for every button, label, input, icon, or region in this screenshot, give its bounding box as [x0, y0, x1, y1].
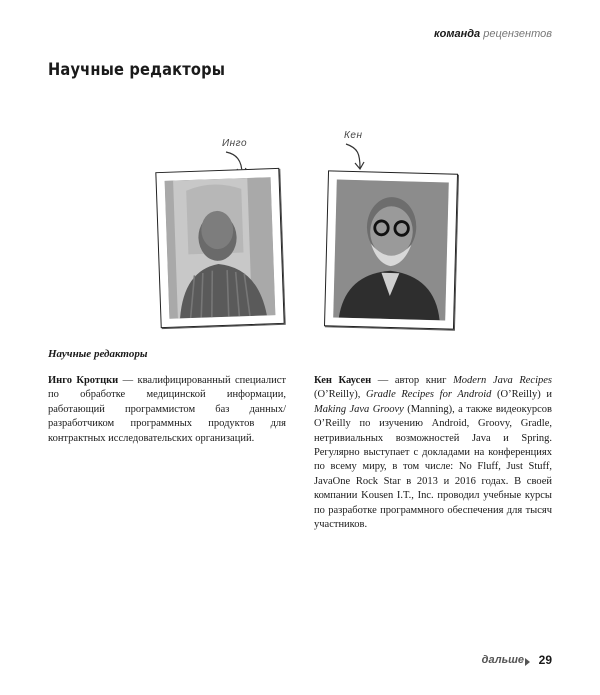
bio-name: Кен Каусен	[314, 375, 372, 386]
bio-text: (Manning), а также видеокурсов O’Reilly по изучению Android, Groovy, Gradle, нетривиальных возможностей Java и Spring. Регулярно выступает с докладами на конференциях по всему миру, в том числе: No Fluff, Just Stuff, JavaOne Rock Star в 2013 и 2016 годах. В своей компании Kousen I.T., Inc. проводил учебные курсы по разработке программного обеспечения для тысяч участников.	[314, 403, 552, 531]
bio-name: Инго Кротцки	[48, 375, 119, 386]
book-title: Making Java Groovy	[314, 403, 404, 415]
section-label: Научные редакторы	[48, 348, 148, 360]
bio-text: — квалифицированный специалист по обработке медицинской информации, работающий программистом баз данных/разработчиком программных продуктов для контрактных исследовательских организаций.	[48, 375, 286, 444]
running-header	[434, 28, 552, 40]
running-header-light: рецензентов	[483, 28, 552, 40]
book-title: Gradle Recipes for Android	[366, 389, 492, 401]
page-number: 29	[538, 653, 552, 667]
photo-frame-ken	[324, 170, 458, 329]
photo-caption-ken: Кен	[344, 130, 363, 141]
bio-text: (O’Reilly) и	[491, 389, 552, 401]
caption-arrow-icon	[340, 142, 370, 174]
arrow-right-icon[interactable]	[525, 658, 530, 666]
page-title: Научные редакторы	[48, 60, 226, 80]
book-title: Modern Java Recipes	[453, 375, 552, 386]
portrait-photo-icon	[333, 180, 449, 321]
photo-caption-ingo: Инго	[222, 138, 248, 149]
portrait-photo-icon	[165, 177, 276, 319]
bio-text: — автор книг	[371, 375, 454, 386]
bio-ken	[314, 374, 552, 532]
bio-text: (O’Reilly),	[314, 389, 366, 401]
running-header-bold: команда	[434, 28, 481, 40]
bio-ingo	[48, 374, 286, 446]
next-page-link[interactable]: дальше	[481, 654, 524, 666]
photo-frame-ingo	[155, 168, 284, 328]
